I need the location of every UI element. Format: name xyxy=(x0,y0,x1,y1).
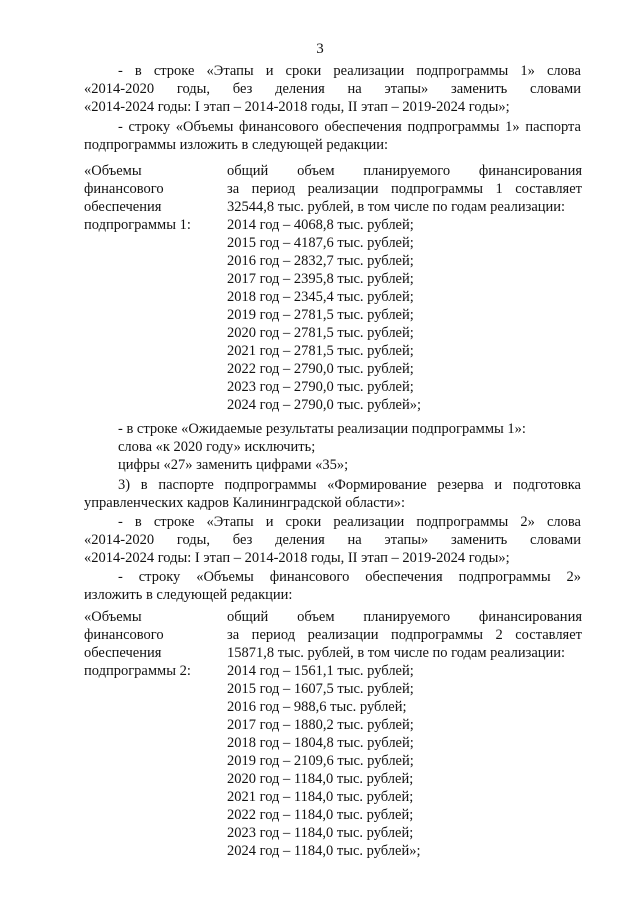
block1-year-row: 2021 год – 2781,5 тыс. рублей; xyxy=(227,343,414,359)
para2-line2: подпрограммы изложить в следующей редакции: xyxy=(84,137,389,153)
para1-line2: «2014-2020 годы, без деления на этапы» заменить словами xyxy=(84,81,581,97)
block1-label-line: «Объемы xyxy=(84,163,142,179)
para5-line3: «2014-2024 годы: I этап – 2014-2018 годы, II этап – 2019-2024 годы»; xyxy=(84,550,510,566)
block1-label-line: обеспечения xyxy=(84,199,162,215)
block2-year-row: 2014 год – 1561,1 тыс. рублей; xyxy=(227,663,414,679)
block2-text-line: 15871,8 тыс. рублей, в том числе по годам реализации: xyxy=(227,645,566,661)
block1-text-line: общий объем планируемого финансирования xyxy=(227,163,582,179)
para3-line1: - в строке «Ожидаемые результаты реализации подпрограммы 1»: xyxy=(118,421,526,437)
block2-year-row: 2020 год – 1184,0 тыс. рублей; xyxy=(227,771,414,787)
block1-year-row: 2019 год – 2781,5 тыс. рублей; xyxy=(227,307,414,323)
block1-year-row: 2016 год – 2832,7 тыс. рублей; xyxy=(227,253,414,269)
block1-year-row: 2020 год – 2781,5 тыс. рублей; xyxy=(227,325,414,341)
block2-label-line: подпрограммы 2: xyxy=(84,663,191,679)
para3-line3: цифры «27» заменить цифрами «35»; xyxy=(118,457,349,473)
block2-text-line: за период реализации подпрограммы 2 составляет xyxy=(227,627,582,643)
para3-line2: слова «к 2020 году» исключить; xyxy=(118,439,316,455)
para4-line2: управленческих кадров Калининградской области»: xyxy=(84,495,406,511)
para5-line1: - в строке «Этапы и сроки реализации подпрограммы 2» слова xyxy=(118,514,581,530)
block2-year-row: 2017 год – 1880,2 тыс. рублей; xyxy=(227,717,414,733)
block2-label-line: финансового xyxy=(84,627,164,643)
block1-year-row: 2014 год – 4068,8 тыс. рублей; xyxy=(227,217,414,233)
block2-year-row: 2021 год – 1184,0 тыс. рублей; xyxy=(227,789,414,805)
block2-year-row: 2018 год – 1804,8 тыс. рублей; xyxy=(227,735,414,751)
para1-line1: - в строке «Этапы и сроки реализации подпрограммы 1» слова xyxy=(118,63,581,79)
block1-text-line: за период реализации подпрограммы 1 составляет xyxy=(227,181,582,197)
para1-line3: «2014-2024 годы: I этап – 2014-2018 годы, II этап – 2019-2024 годы»; xyxy=(84,99,510,115)
block2-year-row: 2024 год – 1184,0 тыс. рублей»; xyxy=(227,843,421,859)
block2-text-line: общий объем планируемого финансирования xyxy=(227,609,582,625)
block1-label-line: финансового xyxy=(84,181,164,197)
block2-label-line: «Объемы xyxy=(84,609,142,625)
block2-year-row: 2019 год – 2109,6 тыс. рублей; xyxy=(227,753,414,769)
para2-line1: - строку «Объемы финансового обеспечения подпрограммы 1» паспорта xyxy=(118,119,581,135)
page-number: 3 xyxy=(316,41,324,57)
block1-label-line: подпрограммы 1: xyxy=(84,217,191,233)
block2-label-line: обеспечения xyxy=(84,645,162,661)
block1-year-row: 2017 год – 2395,8 тыс. рублей; xyxy=(227,271,414,287)
block1-year-row: 2018 год – 2345,4 тыс. рублей; xyxy=(227,289,414,305)
block2-year-row: 2022 год – 1184,0 тыс. рублей; xyxy=(227,807,414,823)
block1-year-row: 2015 год – 4187,6 тыс. рублей; xyxy=(227,235,414,251)
block1-text-line: 32544,8 тыс. рублей, в том числе по годам реализации: xyxy=(227,199,566,215)
block2-year-row: 2015 год – 1607,5 тыс. рублей; xyxy=(227,681,414,697)
block2-year-row: 2023 год – 1184,0 тыс. рублей; xyxy=(227,825,414,841)
block1-year-row: 2024 год – 2790,0 тыс. рублей»; xyxy=(227,397,422,413)
block1-year-row: 2022 год – 2790,0 тыс. рублей; xyxy=(227,361,414,377)
para4-line1: 3) в паспорте подпрограммы «Формирование резерва и подготовка xyxy=(118,477,581,493)
block1-year-row: 2023 год – 2790,0 тыс. рублей; xyxy=(227,379,414,395)
para6-line1: - строку «Объемы финансового обеспечения подпрограммы 2» xyxy=(118,569,581,585)
block2-year-row: 2016 год – 988,6 тыс. рублей; xyxy=(227,699,407,715)
para6-line2: изложить в следующей редакции: xyxy=(84,587,293,603)
para5-line2: «2014-2020 годы, без деления на этапы» заменить словами xyxy=(84,532,581,548)
